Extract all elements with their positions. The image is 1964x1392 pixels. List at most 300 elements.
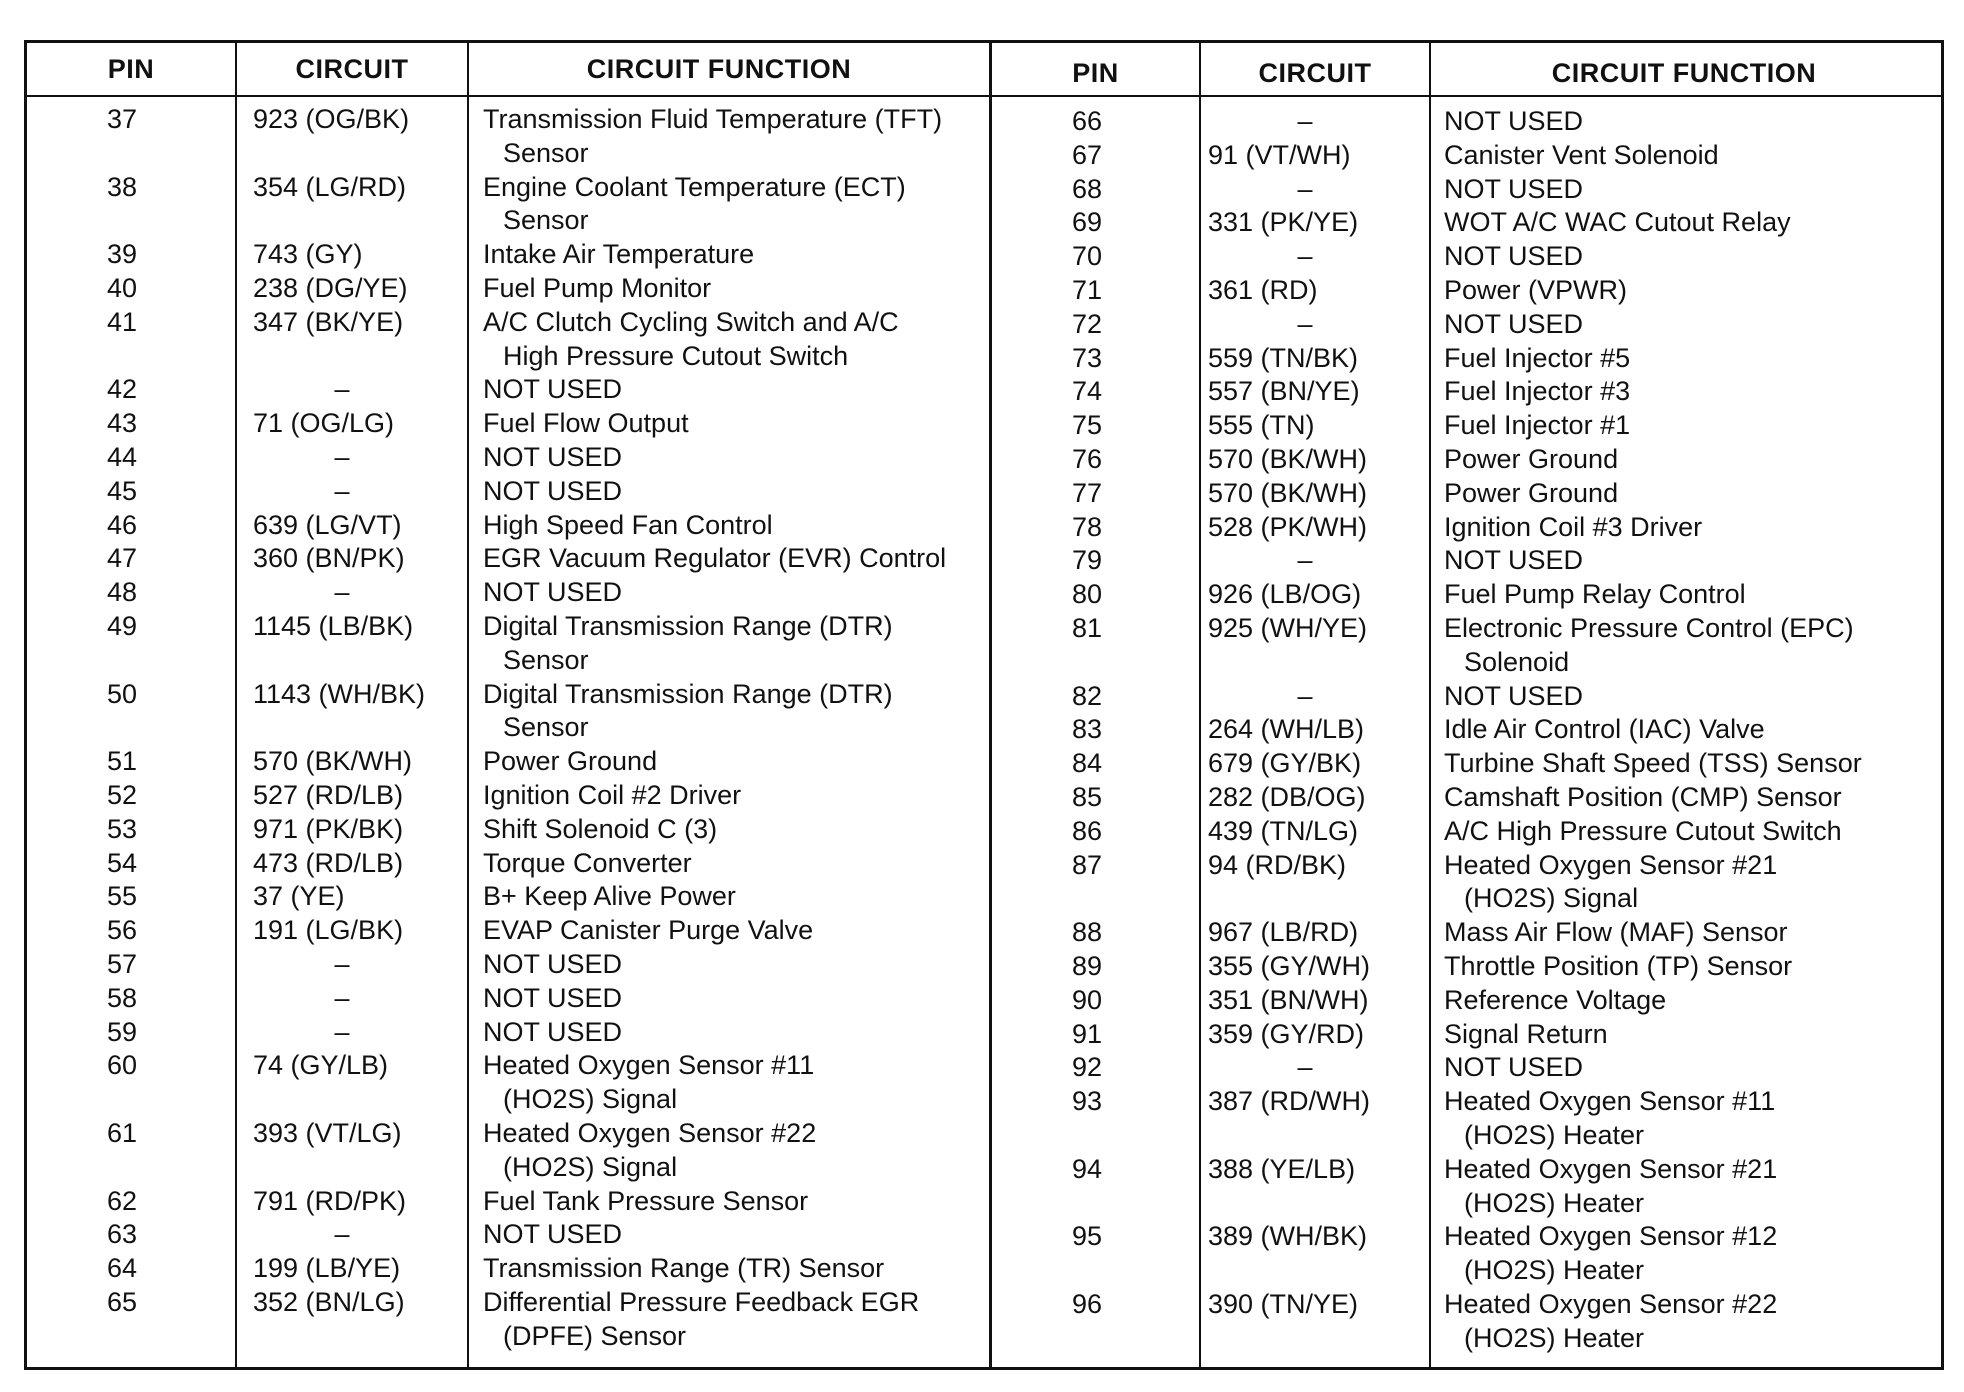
pin-number: 86: [1071, 815, 1103, 846]
table-row: [992, 173, 1941, 207]
function-text: NOT USED: [483, 948, 623, 979]
table-row: [27, 509, 992, 543]
pin-number: 66: [1071, 106, 1103, 136]
function-text: Reference Voltage: [1444, 984, 1667, 1015]
circuit-code: 559 (TN/BK): [1208, 342, 1359, 373]
circuit-code: 238 (DG/YE): [253, 272, 408, 303]
table-row: [27, 238, 992, 272]
function-text: Fuel Pump Relay Control: [1444, 579, 1746, 610]
function-text: NOT USED: [1444, 308, 1584, 339]
circuit-function: [467, 509, 987, 543]
circuit-function: [1428, 477, 1938, 511]
function-text: Fuel Injector #3: [1444, 376, 1631, 407]
circuit-function: [1428, 1085, 1938, 1153]
circuit-code: –: [334, 982, 350, 1013]
right-rows: [992, 105, 1941, 1355]
table-row: [27, 306, 992, 374]
circuit-code: 352 (BN/LG): [253, 1286, 405, 1317]
table-row: [992, 105, 1941, 139]
function-text: Camshaft Position (CMP) Sensor: [1444, 781, 1842, 812]
pin-number: 44: [106, 441, 138, 472]
function-text: Ignition Coil #3 Driver: [1444, 511, 1703, 542]
header-circuit-function: CIRCUIT FUNCTION: [586, 53, 852, 84]
circuit-code: 354 (LG/RD): [253, 171, 407, 202]
table-row: [27, 1252, 992, 1286]
function-text: Transmission Range (TR) Sensor: [483, 1253, 885, 1284]
table-row: [992, 713, 1941, 747]
function-text: High Speed Fan Control: [483, 509, 773, 540]
circuit-function: [467, 306, 987, 374]
circuit-code: 393 (VT/LG): [253, 1117, 402, 1148]
circuit-code: –: [1297, 241, 1313, 272]
circuit-function: [1428, 139, 1938, 173]
function-text: Heated Oxygen Sensor #22: [1444, 1288, 1778, 1319]
circuit-code: 199 (LB/YE): [253, 1253, 401, 1284]
circuit-code: 94 (RD/BK): [1208, 849, 1347, 880]
table-row: [992, 680, 1941, 714]
table-row: [992, 950, 1941, 984]
circuit-code: –: [1297, 106, 1313, 136]
circuit-code: –: [334, 475, 350, 506]
function-text: Turbine Shaft Speed (TSS) Sensor: [1444, 748, 1862, 779]
table-row: [27, 475, 992, 509]
circuit-function: [467, 982, 987, 1016]
circuit-code: 555 (TN): [1208, 410, 1315, 441]
function-text: Digital Transmission Range (DTR): [483, 678, 893, 709]
table-row: [992, 308, 1941, 342]
pin-number: 43: [106, 408, 138, 439]
circuit-code: 791 (RD/PK): [253, 1185, 407, 1216]
function-text: NOT USED: [1444, 680, 1584, 711]
circuit-function: [467, 103, 987, 171]
pin-number: 39: [106, 239, 138, 270]
pin-number: 76: [1071, 443, 1103, 474]
function-text: NOT USED: [483, 475, 623, 506]
pin-number: 51: [106, 746, 138, 777]
pin-number: 42: [106, 374, 138, 405]
function-text: Heated Oxygen Sensor #12: [1444, 1221, 1778, 1252]
circuit-function: [1428, 544, 1938, 578]
function-text: B+ Keep Alive Power: [483, 881, 736, 912]
function-text: Fuel Pump Monitor: [483, 272, 712, 303]
circuit-code: 71 (OG/LG): [253, 408, 395, 439]
function-text: Power Ground: [1444, 477, 1619, 508]
circuit-function: [1428, 105, 1938, 139]
circuit-code: 743 (GY): [253, 239, 363, 270]
function-text-continued: (HO2S) Signal: [503, 1151, 678, 1182]
table-row: [992, 1288, 1941, 1356]
header-circuit: CIRCUIT: [295, 53, 409, 84]
table-row: [992, 1018, 1941, 1052]
left-rows: [27, 103, 992, 1353]
table-row: [27, 847, 992, 881]
pin-number: 95: [1071, 1221, 1103, 1252]
pin-number: 40: [106, 272, 138, 303]
function-text-continued: (HO2S) Signal: [1464, 883, 1639, 914]
function-text: NOT USED: [1444, 1052, 1584, 1083]
circuit-code: 926 (LB/OG): [1208, 579, 1362, 610]
function-text: NOT USED: [1444, 241, 1584, 272]
pin-number: 70: [1071, 241, 1103, 272]
circuit-function: [1428, 511, 1938, 545]
function-text: Engine Coolant Temperature (ECT): [483, 171, 906, 202]
circuit-function: [467, 542, 987, 576]
table-row: [992, 612, 1941, 680]
circuit-function: [1428, 984, 1938, 1018]
table-row: [27, 813, 992, 847]
header-pin: PIN: [107, 53, 155, 84]
circuit-code: 347 (BK/YE): [253, 306, 404, 337]
circuit-code: –: [1297, 680, 1313, 711]
circuit-function: [1428, 1220, 1938, 1288]
circuit-code: –: [1297, 308, 1313, 339]
circuit-code: 967 (LB/RD): [1208, 917, 1359, 948]
pin-number: 53: [106, 813, 138, 844]
table-row: [27, 1016, 992, 1050]
function-text: NOT USED: [483, 577, 623, 608]
table-row: [992, 274, 1941, 308]
circuit-code: 389 (WH/BK): [1208, 1221, 1368, 1252]
pin-number: 37: [106, 104, 138, 134]
circuit-function: [467, 813, 987, 847]
circuit-function: [467, 1252, 987, 1286]
pin-number: 65: [106, 1286, 138, 1317]
function-text: NOT USED: [483, 1219, 623, 1250]
circuit-code: –: [334, 441, 350, 472]
pin-number: 57: [106, 948, 138, 979]
right-table: [992, 43, 1941, 1367]
table-row: [27, 272, 992, 306]
function-text: Fuel Injector #1: [1444, 410, 1631, 441]
pin-number: 48: [106, 577, 138, 608]
table-row: [992, 1085, 1941, 1153]
function-text-continued: (DPFE) Sensor: [503, 1320, 687, 1351]
function-text: Signal Return: [1444, 1018, 1608, 1049]
function-text-continued: Sensor: [503, 205, 589, 236]
pin-number: 45: [106, 475, 138, 506]
table-row: [27, 610, 992, 678]
table-row: [27, 745, 992, 779]
pin-number: 81: [1071, 612, 1103, 643]
table-row: [992, 443, 1941, 477]
circuit-function: [467, 1049, 987, 1117]
circuit-code: 439 (TN/LG): [1208, 815, 1359, 846]
circuit-function: [1428, 713, 1938, 747]
table-row: [27, 103, 992, 171]
pin-number: 78: [1071, 511, 1103, 542]
function-text-continued: Sensor: [503, 137, 589, 168]
function-text-continued: Sensor: [503, 644, 589, 675]
pin-number: 90: [1071, 984, 1103, 1015]
circuit-function: [467, 1185, 987, 1219]
function-text-continued: (HO2S) Heater: [1464, 1322, 1645, 1353]
circuit-function: [467, 475, 987, 509]
table-row: [27, 441, 992, 475]
table-row: [992, 815, 1941, 849]
circuit-function: [467, 373, 987, 407]
circuit-code: 361 (RD): [1208, 274, 1318, 305]
function-text: Electronic Pressure Control (EPC): [1444, 612, 1854, 643]
left-table: [27, 43, 992, 1367]
circuit-function: [1428, 849, 1938, 917]
pin-number: 72: [1071, 308, 1103, 339]
table-row: [27, 542, 992, 576]
circuit-code: –: [334, 1016, 350, 1047]
circuit-function: [467, 678, 987, 746]
circuit-function: [1428, 578, 1938, 612]
table-row: [992, 849, 1941, 917]
pin-table: [24, 40, 1944, 1370]
function-text: Fuel Tank Pressure Sensor: [483, 1185, 809, 1216]
function-text-continued: Solenoid: [1464, 646, 1570, 677]
function-text: Power Ground: [1444, 443, 1619, 474]
pin-number: 83: [1071, 714, 1103, 745]
circuit-code: –: [334, 1219, 350, 1250]
pin-number: 93: [1071, 1086, 1103, 1117]
circuit-code: 360 (BN/PK): [253, 543, 405, 574]
pin-number: 96: [1071, 1288, 1103, 1319]
header-rule: [27, 95, 992, 97]
function-text: Heated Oxygen Sensor #21: [1444, 1153, 1778, 1184]
function-text: Power Ground: [483, 746, 658, 777]
pin-number: 92: [1071, 1052, 1103, 1083]
circuit-code: 528 (PK/WH): [1208, 511, 1368, 542]
pin-number: 89: [1071, 950, 1103, 981]
circuit-code: 264 (WH/LB): [1208, 714, 1365, 745]
circuit-code: 388 (YE/LB): [1208, 1153, 1356, 1184]
circuit-code: 971 (PK/BK): [253, 813, 404, 844]
pin-number: 62: [106, 1185, 138, 1216]
circuit-function: [1428, 612, 1938, 680]
circuit-code: 639 (LG/VT): [253, 509, 402, 540]
circuit-code: 570 (BK/WH): [1208, 477, 1368, 508]
pin-number: 64: [106, 1253, 138, 1284]
pin-number: 68: [1071, 173, 1103, 204]
circuit-function: [467, 238, 987, 272]
pin-number: 60: [106, 1050, 138, 1081]
circuit-code: –: [1297, 173, 1313, 204]
pin-number: 80: [1071, 579, 1103, 610]
circuit-code: 1143 (WH/BK): [253, 678, 426, 709]
function-text: WOT A/C WAC Cutout Relay: [1444, 207, 1791, 238]
table-row: [992, 342, 1941, 376]
pin-number: 82: [1071, 680, 1103, 711]
function-text-continued: (HO2S) Heater: [1464, 1187, 1645, 1218]
pin-number: 55: [106, 881, 138, 912]
header-pin: PIN: [1072, 57, 1119, 88]
function-text: A/C Clutch Cycling Switch and A/C: [483, 306, 899, 337]
table-row: [27, 779, 992, 813]
pin-number: 61: [106, 1117, 138, 1148]
circuit-function: [467, 880, 987, 914]
circuit-function: [467, 441, 987, 475]
circuit-code: 74 (GY/LB): [253, 1050, 389, 1081]
function-text-continued: (HO2S) Heater: [1464, 1119, 1645, 1150]
pin-number: 77: [1071, 477, 1103, 508]
circuit-function: [467, 272, 987, 306]
function-text: Heated Oxygen Sensor #22: [483, 1117, 817, 1148]
circuit-function: [1428, 274, 1938, 308]
function-text: Heated Oxygen Sensor #11: [483, 1050, 815, 1081]
function-text: Digital Transmission Range (DTR): [483, 610, 893, 641]
circuit-function: [1428, 1288, 1938, 1356]
function-text: Intake Air Temperature: [483, 239, 755, 270]
table-row: [27, 914, 992, 948]
circuit-code: 1145 (LB/BK): [253, 610, 414, 641]
circuit-code: –: [1297, 1052, 1313, 1083]
pin-number: 41: [106, 306, 138, 337]
function-text: Fuel Flow Output: [483, 408, 689, 439]
function-text: Transmission Fluid Temperature (TFT): [483, 104, 943, 134]
table-row: [992, 747, 1941, 781]
pin-number: 73: [1071, 342, 1103, 373]
circuit-function: [1428, 1153, 1938, 1221]
circuit-function: [1428, 680, 1938, 714]
circuit-function: [467, 1117, 987, 1185]
circuit-function: [467, 1016, 987, 1050]
table-row: [992, 511, 1941, 545]
pin-number: 71: [1071, 274, 1103, 305]
table-row: [27, 373, 992, 407]
circuit-function: [1428, 342, 1938, 376]
function-text: Power (VPWR): [1444, 274, 1628, 305]
function-text: Throttle Position (TP) Sensor: [1444, 950, 1793, 981]
circuit-code: 351 (BN/WH): [1208, 984, 1369, 1015]
pin-number: 46: [106, 509, 138, 540]
function-text: NOT USED: [1444, 173, 1584, 204]
pin-number: 94: [1071, 1153, 1103, 1184]
circuit-function: [1428, 747, 1938, 781]
circuit-function: [467, 576, 987, 610]
circuit-code: 570 (BK/WH): [1208, 443, 1368, 474]
circuit-function: [1428, 781, 1938, 815]
function-text-continued: (HO2S) Heater: [1464, 1255, 1645, 1286]
pin-number: 88: [1071, 917, 1103, 948]
function-text: Canister Vent Solenoid: [1444, 139, 1719, 170]
function-text: Heated Oxygen Sensor #21: [1444, 849, 1778, 880]
pin-number: 67: [1071, 139, 1103, 170]
pin-number: 56: [106, 915, 138, 946]
circuit-function: [1428, 173, 1938, 207]
circuit-code: 355 (GY/WH): [1208, 950, 1371, 981]
table-row: [992, 1051, 1941, 1085]
circuit-function: [1428, 409, 1938, 443]
circuit-code: 282 (DB/OG): [1208, 781, 1366, 812]
function-text: NOT USED: [483, 441, 623, 472]
circuit-function: [467, 1218, 987, 1252]
table-row: [27, 1049, 992, 1117]
table-row: [27, 1185, 992, 1219]
pin-number: 59: [106, 1016, 138, 1047]
function-text: Differential Pressure Feedback EGR: [483, 1286, 920, 1317]
function-text: Shift Solenoid C (3): [483, 813, 718, 844]
circuit-function: [1428, 1051, 1938, 1085]
table-row: [27, 678, 992, 746]
circuit-code: 527 (RD/LB): [253, 779, 404, 810]
function-text: EGR Vacuum Regulator (EVR) Control: [483, 543, 947, 574]
circuit-code: 570 (BK/WH): [253, 746, 413, 777]
function-text: Idle Air Control (IAC) Valve: [1444, 714, 1765, 745]
circuit-function: [467, 779, 987, 813]
table-row: [27, 982, 992, 1016]
circuit-code: 387 (RD/WH): [1208, 1086, 1371, 1117]
function-text: Fuel Injector #5: [1444, 342, 1631, 373]
circuit-function: [467, 847, 987, 881]
pin-number: 38: [106, 171, 138, 202]
pin-number: 54: [106, 847, 138, 878]
circuit-code: 473 (RD/LB): [253, 847, 404, 878]
circuit-function: [1428, 308, 1938, 342]
function-text: NOT USED: [1444, 545, 1584, 576]
table-row: [992, 781, 1941, 815]
circuit-code: 925 (WH/YE): [1208, 612, 1368, 643]
circuit-code: –: [334, 948, 350, 979]
circuit-function: [1428, 443, 1938, 477]
function-text: Mass Air Flow (MAF) Sensor: [1444, 917, 1788, 948]
pin-number: 69: [1071, 207, 1103, 238]
circuit-function: [467, 1286, 987, 1354]
function-text-continued: Sensor: [503, 712, 589, 743]
table-row: [27, 1286, 992, 1354]
function-text: Ignition Coil #2 Driver: [483, 779, 742, 810]
table-row: [992, 375, 1941, 409]
circuit-function: [1428, 916, 1938, 950]
table-row: [27, 171, 992, 239]
circuit-function: [467, 914, 987, 948]
pin-number: 79: [1071, 545, 1103, 576]
table-row: [992, 477, 1941, 511]
circuit-code: 331 (PK/YE): [1208, 207, 1359, 238]
table-row: [27, 576, 992, 610]
pin-number: 87: [1071, 849, 1103, 880]
circuit-code: –: [334, 374, 350, 405]
circuit-code: –: [1297, 545, 1313, 576]
function-text: Torque Converter: [483, 847, 692, 878]
circuit-function: [1428, 240, 1938, 274]
circuit-code: –: [334, 577, 350, 608]
circuit-code: 923 (OG/BK): [253, 104, 410, 134]
table-row: [992, 1153, 1941, 1221]
table-row: [992, 206, 1941, 240]
pin-number: 84: [1071, 748, 1103, 779]
function-text: EVAP Canister Purge Valve: [483, 915, 814, 946]
pin-number: 91: [1071, 1018, 1103, 1049]
function-text: NOT USED: [1444, 106, 1584, 136]
circuit-code: 37 (YE): [253, 881, 345, 912]
circuit-function: [467, 171, 987, 239]
circuit-function: [467, 948, 987, 982]
function-text: NOT USED: [483, 374, 623, 405]
table-row: [992, 544, 1941, 578]
pin-number: 58: [106, 982, 138, 1013]
circuit-code: 557 (BN/YE): [1208, 376, 1360, 407]
function-text: Heated Oxygen Sensor #11: [1444, 1086, 1776, 1117]
table-row: [27, 1218, 992, 1252]
circuit-function: [1428, 206, 1938, 240]
function-text: A/C High Pressure Cutout Switch: [1444, 815, 1842, 846]
pin-number: 63: [106, 1219, 138, 1250]
pin-number: 52: [106, 779, 138, 810]
pin-number: 85: [1071, 781, 1103, 812]
header-circuit-function: CIRCUIT FUNCTION: [1551, 57, 1817, 88]
circuit-function: [467, 610, 987, 678]
table-row: [992, 984, 1941, 1018]
table-row: [992, 240, 1941, 274]
circuit-code: 359 (GY/RD): [1208, 1018, 1365, 1049]
circuit-function: [467, 745, 987, 779]
table-row: [992, 578, 1941, 612]
table-row: [27, 880, 992, 914]
